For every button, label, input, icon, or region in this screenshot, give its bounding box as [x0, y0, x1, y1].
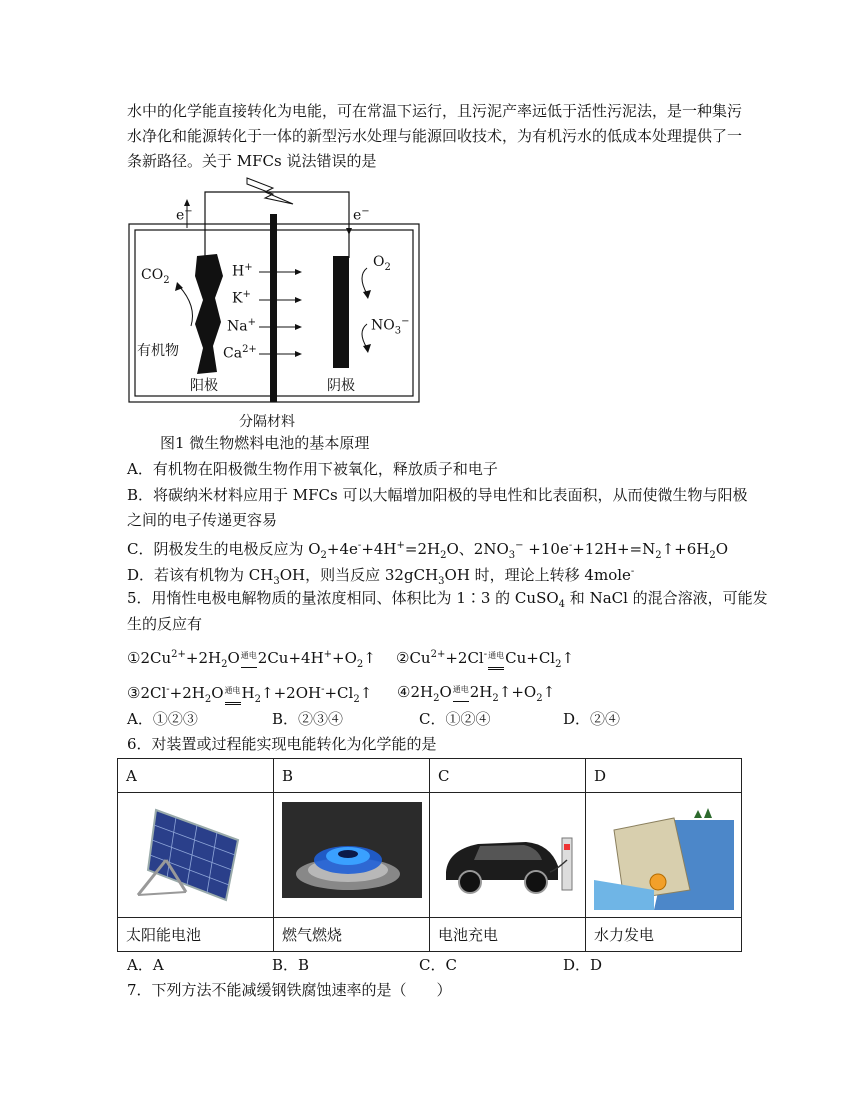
co2-label: $CO_2$	[141, 267, 170, 286]
q5-reaction-2: $②Cu^{2+}+2Cl^-$通电$Cu+Cl_2↑$	[396, 645, 574, 675]
q6-option-d: D．D	[563, 956, 603, 974]
q6-header-a: A	[118, 759, 274, 793]
hydropower-icon	[594, 800, 734, 910]
gas-burner-icon	[282, 800, 422, 910]
intro-line-3: 条新路径。关于 MFCs 说法错误的是	[127, 152, 377, 170]
no3-label: $NO_3^-$	[371, 316, 410, 337]
q5-option-a: A．①②③	[127, 710, 198, 728]
q5-option-c: C．①②④	[419, 710, 491, 728]
q4-option-d: D．若该有机物为 $CH_3OH$，则当反应 32gCH$_3$OH 时，理论上转移 4mole-	[127, 566, 635, 587]
q5-reaction-4: $④2H_2O$通电$2H_2↑+O_2↑$	[397, 680, 555, 709]
q6-option-c: C．C	[419, 956, 457, 974]
q5-stem-line-2: 生的反应有	[127, 615, 203, 633]
q5-option-d: D．②④	[563, 710, 621, 728]
electron-label-left: e−	[176, 206, 193, 224]
q6-option-b: B．B	[272, 956, 310, 974]
solar-panel-icon	[126, 800, 266, 910]
cathode-label: 阴极	[327, 378, 355, 394]
q4-option-a: A．有机物在阳极微生物作用下被氧化，释放质子和电子	[127, 460, 498, 478]
q7-stem: 7．下列方法不能减缓钢铁腐蚀速率的是（ ）	[127, 981, 452, 999]
q6-image-c	[430, 793, 586, 918]
q4-option-b-line-2: 之间的电子传递更容易	[127, 511, 278, 529]
lightning-icon	[247, 178, 293, 204]
ion-label-na: Na+	[227, 317, 256, 335]
q5-reaction-3: $③2Cl^-+2H_2O$通电$H_2↑+2OH^-+Cl_2↑$	[127, 680, 372, 710]
ion-label-h: H+	[232, 262, 253, 280]
q6-option-a: A．A	[127, 956, 164, 974]
anode-shape	[195, 254, 223, 374]
intro-line-1: 水中的化学能直接转化为电能，可在常温下运行，且污泥产率远低于活性污泥法，是一种集污	[127, 102, 743, 120]
ion-label-ca: $Ca^{2+}$	[223, 344, 257, 362]
q6-header-c: C	[430, 759, 586, 793]
separator-bar	[270, 214, 277, 402]
car-charging-icon	[438, 800, 578, 910]
intro-line-2: 水净化和能源转化于一体的新型污水处理与能源回收技术，为有机污水的低成本处理提供了一	[127, 127, 743, 145]
q6-image-a	[118, 793, 274, 918]
mfc-diagram-graphics	[127, 176, 427, 436]
q6-label-a: 太阳能电池	[118, 918, 274, 952]
separator-label: 分隔材料	[239, 414, 295, 430]
q5-option-b: B．②③④	[272, 710, 344, 728]
figure-caption: 图1 微生物燃料电池的基本原理	[160, 434, 370, 452]
o2-label: $O_2$	[373, 254, 391, 273]
mfc-diagram	[127, 176, 427, 436]
q6-stem: 6．对装置或过程能实现电能转化为化学能的是	[127, 735, 437, 753]
q6-label-b: 燃气燃烧	[274, 918, 430, 952]
cathode-shape	[333, 256, 349, 368]
q4-option-c: C．阴极发生的电极反应为 $O_2+4e^-+4H^+=2H_2O$、$2NO_3^-$ $+10e^-+12H+=N_2↑+6H_2O$	[127, 540, 729, 561]
q6-header-b: B	[274, 759, 430, 793]
q6-header-d: D	[586, 759, 742, 793]
organic-label: 有机物	[137, 343, 179, 359]
q6-image-b	[274, 793, 430, 918]
ion-label-k: K+	[232, 289, 251, 307]
q6-label-d: 水力发电	[586, 918, 742, 952]
anode-label: 阳极	[190, 378, 218, 394]
q5-reaction-1: $①2Cu^{2+}+2H_2O$通电$2Cu+4H^++O_2↑$	[127, 645, 376, 675]
q6-image-d	[586, 793, 742, 918]
q4-option-b-line-1: B．将碳纳米材料应用于 MFCs 可以大幅增加阳极的导电性和比表面积，从而使微生物与阳极	[127, 486, 748, 504]
q6-label-c: 电池充电	[430, 918, 586, 952]
q5-stem-line-1: 5．用惰性电极电解物质的量浓度相同、体积比为 1∶3 的 CuSO$_4$ 和 NaCl 的混合溶液，可能发	[127, 589, 768, 610]
electron-label-right: e−	[353, 206, 370, 224]
q6-options-table	[117, 758, 742, 952]
